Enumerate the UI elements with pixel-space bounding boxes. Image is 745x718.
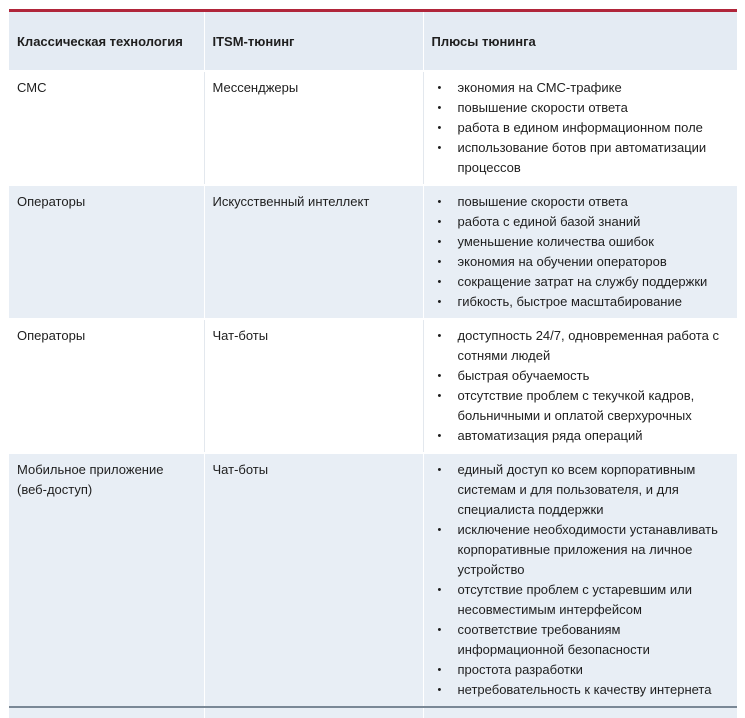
tuning-pros-cell [423, 185, 737, 319]
bullet-icon: • [437, 142, 442, 154]
list-item [432, 426, 730, 446]
pros-item-text: сокращение затрат на службу поддержки [457, 274, 708, 289]
pros-item-text: быстрая обучаемость [457, 368, 590, 383]
bullet-icon: • [437, 624, 442, 636]
classic-technology-cell: Операторы [9, 319, 204, 453]
itsm-tuning-cell: Мессенджеры [204, 71, 423, 185]
pros-item-text: экономия на СМС-трафике [457, 80, 622, 95]
pros-list [432, 78, 730, 178]
pros-item-text: автоматизация ряда операций [457, 428, 643, 443]
bullet-icon: • [437, 464, 442, 476]
list-item [432, 326, 730, 366]
bullet-icon: • [437, 330, 442, 342]
list-item [432, 212, 730, 232]
pros-item-text: отсутствие проблем с текучкой кадров, больничными и оплатой сверхурочных [457, 388, 695, 423]
bullet-icon: • [437, 236, 442, 248]
itsm-tuning-cell: Чат-боты [204, 319, 423, 453]
bullet-icon: • [437, 684, 442, 696]
pros-item-text: работа в едином информационном поле [457, 120, 703, 135]
bullet-icon: • [437, 276, 442, 288]
tuning-pros-cell [423, 71, 737, 185]
bullet-icon: • [437, 82, 442, 94]
list-item [432, 78, 730, 98]
list-item [432, 252, 730, 272]
itsm-tuning-cell: Искусственный интеллект [204, 185, 423, 319]
header-tuning-pros: Плюсы тюнинга [423, 12, 737, 71]
pros-item-text: гибкость, быстрое масштабирование [457, 294, 682, 309]
pros-item-text: доступность 24/7, одновременная работа с сотнями людей [457, 328, 719, 363]
table-row [9, 185, 737, 319]
pros-item-text: единый доступ ко всем корпоративным системам и для пользователя, и для специалиста поддержки [457, 462, 696, 517]
bullet-icon: • [437, 216, 442, 228]
list-item [432, 386, 730, 426]
pros-list [432, 460, 730, 700]
classic-technology-cell: Мобильное приложение (веб-доступ) [9, 453, 204, 718]
pros-item-text: исключение необходимости устанавливать корпоративные приложения на личное устройство [457, 522, 718, 577]
table-row [9, 319, 737, 453]
list-item [432, 680, 730, 700]
pros-item-text: повышение скорости ответа [457, 100, 628, 115]
pros-item-text: уменьшение количества ошибок [457, 234, 654, 249]
bullet-icon: • [437, 584, 442, 596]
list-item [432, 192, 730, 212]
list-item [432, 272, 730, 292]
pros-list [432, 192, 730, 312]
list-item [432, 580, 730, 620]
bullet-icon: • [437, 196, 442, 208]
bullet-icon: • [437, 102, 442, 114]
itsm-tuning-cell: Чат-боты [204, 453, 423, 718]
list-item [432, 660, 730, 680]
bullet-icon: • [437, 256, 442, 268]
pros-item-text: соответствие требованиям информационной безопасности [457, 622, 650, 657]
list-item [432, 366, 730, 386]
list-item [432, 460, 730, 520]
list-item [432, 98, 730, 118]
pros-item-text: экономия на обучении операторов [457, 254, 667, 269]
list-item [432, 292, 730, 312]
list-item [432, 520, 730, 580]
bullet-icon: • [437, 122, 442, 134]
header-itsm-tuning: ITSM-тюнинг [204, 12, 423, 71]
bullet-icon: • [437, 524, 442, 536]
classic-technology-cell: СМС [9, 71, 204, 185]
bullet-icon: • [437, 296, 442, 308]
pros-item-text: отсутствие проблем с устаревшим или несовместимым интерфейсом [457, 582, 692, 617]
classic-technology-cell: Операторы [9, 185, 204, 319]
table-row [9, 71, 737, 185]
bullet-icon: • [437, 390, 442, 402]
list-item [432, 232, 730, 252]
comparison-table [9, 12, 737, 718]
list-item [432, 138, 730, 178]
pros-item-text: работа с единой базой знаний [457, 214, 641, 229]
list-item [432, 620, 730, 660]
table-bottom-rule [9, 706, 737, 708]
bullet-icon: • [437, 370, 442, 382]
pros-item-text: нетребовательность к качеству интернета [457, 682, 712, 697]
pros-item-text: использование ботов при автоматизации процессов [457, 140, 707, 175]
header-classic-technology: Классическая технология [9, 12, 204, 71]
pros-item-text: повышение скорости ответа [457, 194, 628, 209]
table-header-row [9, 12, 737, 71]
bullet-icon: • [437, 430, 442, 442]
tuning-pros-cell [423, 453, 737, 718]
bullet-icon: • [437, 664, 442, 676]
list-item [432, 118, 730, 138]
table-row [9, 453, 737, 718]
pros-item-text: простота разработки [457, 662, 583, 677]
tuning-pros-cell [423, 319, 737, 453]
pros-list [432, 326, 730, 446]
